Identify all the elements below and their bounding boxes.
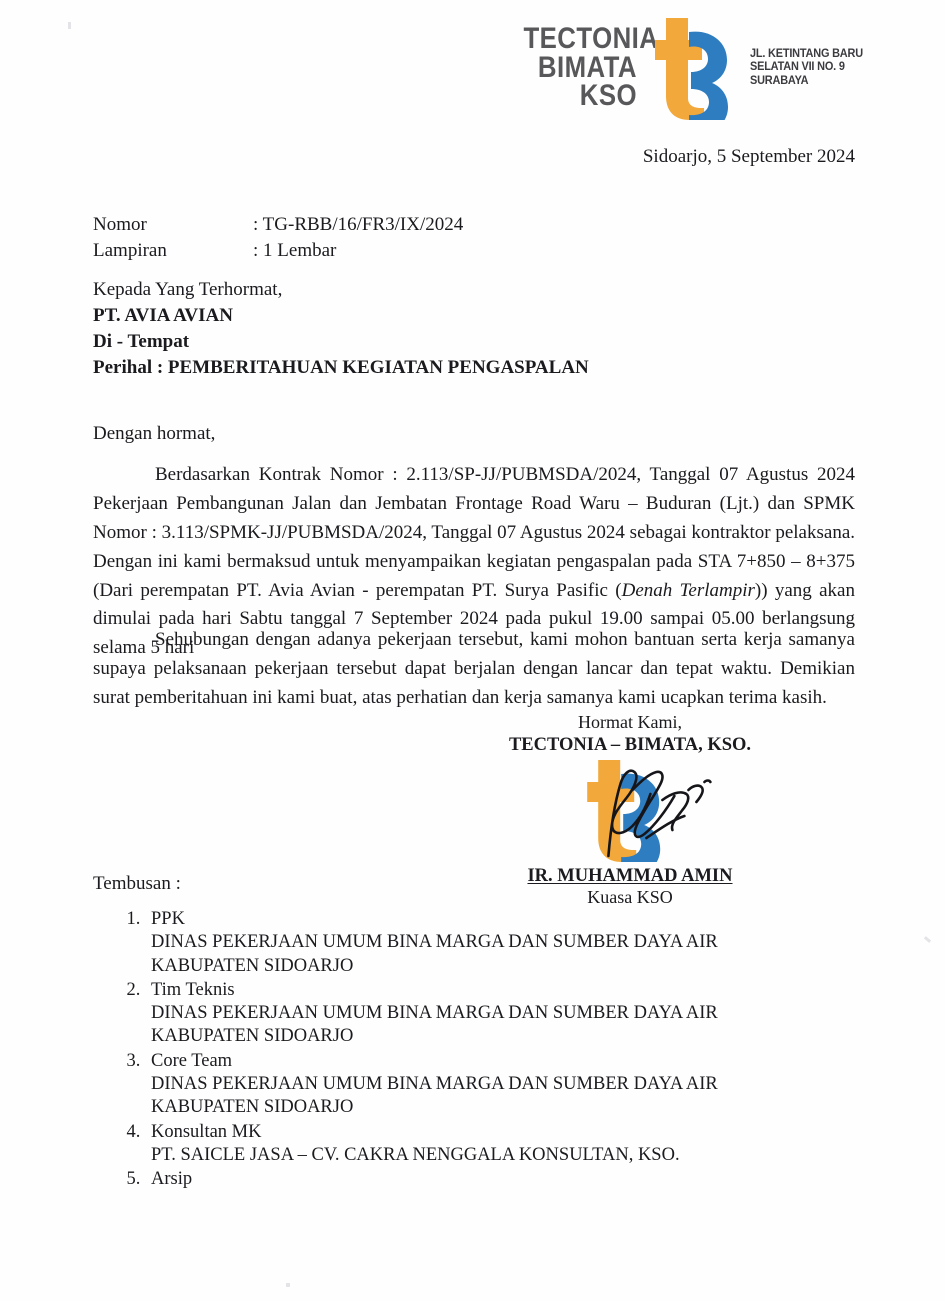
closing-phrase: Hormat Kami,: [578, 712, 682, 732]
recipient-block: [93, 277, 282, 354]
letterhead: [505, 14, 865, 122]
signing-company: TECTONIA – BIMATA, KSO.: [508, 735, 752, 755]
lampiran-label: Lampiran: [93, 239, 167, 261]
tembusan-label: Tembusan :: [93, 873, 181, 894]
wordmark-line-1: TECTONIA: [523, 21, 659, 55]
address-line-3: SURABAYA: [750, 74, 809, 87]
address-line-2: SELATAN VII NO. 9: [750, 61, 845, 74]
recipient-place: Di - Tempat: [93, 330, 190, 352]
tembusan-item-detail: KABUPATEN SIDOARJO: [151, 1026, 354, 1047]
wordmark-line-2: BIMATA: [537, 50, 637, 84]
tembusan-item-title: 5. Arsip: [151, 1169, 193, 1190]
tembusan-item: [145, 1121, 845, 1168]
signature-block: [500, 712, 760, 908]
tembusan-item: [145, 1050, 845, 1120]
date-line: Sidoarjo, 5 September 2024: [642, 146, 855, 167]
company-address: [750, 48, 863, 88]
scan-speck: [68, 22, 71, 29]
tembusan-item-detail: KABUPATEN SIDOARJO: [151, 955, 354, 976]
nomor-value: : TG-RBB/16/FR3/IX/2024: [253, 214, 464, 235]
meta-row-lampiran: [93, 238, 463, 264]
tembusan-item-title: 3. Core Team: [151, 1050, 233, 1071]
company-wordmark: [523, 21, 659, 113]
lampiran-value: : 1 Lembar: [253, 239, 337, 261]
tembusan-item-title: 2. Tim Teknis: [151, 979, 235, 1000]
handwritten-signature-icon: [588, 760, 718, 869]
recipient-company: PT. AVIA AVIAN: [93, 304, 233, 326]
tectonia-bimata-logo-icon: [643, 16, 735, 120]
letter-meta: [93, 212, 463, 263]
nomor-label: Nomor: [93, 214, 147, 235]
tembusan-item-detail: PT. SAICLE JASA – CV. CAKRA NENGGALA KONSULTAN, KSO.: [151, 1144, 680, 1165]
wordmark-line-3: KSO: [579, 79, 637, 113]
signatory-role: Kuasa KSO: [587, 887, 673, 907]
meta-row-nomor: [93, 212, 463, 238]
tembusan-item: [145, 1168, 845, 1191]
greeting: Dengan hormat,: [93, 423, 216, 444]
attachment-reference: Denah Terlampir: [621, 579, 755, 601]
subject-line: Perihal : PEMBERITAHUAN KEGIATAN PENGASPALAN: [93, 357, 589, 378]
signatory-name: IR. MUHAMMAD AMIN: [527, 866, 733, 886]
tembusan-item-title: 1. PPK: [151, 909, 185, 929]
body-paragraph-2: Sehubungan dengan adanya pekerjaan tersebut, kami mohon bantuan serta kerja samanya supaya pelaksanaan pekerjaan tersebut dapat berjalan dengan lancar dan tepat waktu. Demikian surat pemberitahuan ini kami buat, atas perhatian dan kerja samanya kami ucapkan terima kasih.: [93, 629, 855, 708]
tembusan-item-detail: DINAS PEKERJAAN UMUM BINA MARGA DAN SUMBER DAYA AIR: [151, 1003, 718, 1024]
scan-speck: [286, 1283, 290, 1287]
tembusan-item-title: 4. Konsultan MK: [151, 1121, 262, 1142]
tembusan-list: [113, 908, 845, 1193]
tembusan-item: [145, 979, 845, 1049]
signature-area: [500, 758, 760, 866]
tembusan-item-detail: DINAS PEKERJAAN UMUM BINA MARGA DAN SUMBER DAYA AIR: [151, 1074, 718, 1095]
body-paragraph-1: Berdasarkan Kontrak Nomor : 2.113/SP-JJ/PUBMSDA/2024, Tanggal 07 Agustus 2024 Pekerjaan Pembangunan Jalan dan Jembatan Frontage Road Waru – Buduran (Ljt.) dan SPMK Nomor : 3.113/SPMK-JJ/PUBMSDA/2024, Tanggal 07 Agustus 2024 sebagai kontraktor pelaksana. Dengan ini kami bermaksud untuk menyampaikan kegiatan pengaspalan pada STA 7+850 – 8+375 (Dari perempatan PT. Avia Avian - perempatan PT. Surya Pasific (Denah Terlampir)) yang akan dimulai pada hari Sabtu tanggal 7 September 2024 pada pukul 19.00 sampai 05.00 berlangsung selama 5 hari: [93, 464, 855, 659]
scan-speck: [924, 936, 931, 943]
address-line-1: JL. KETINTANG BARU: [750, 48, 863, 60]
recipient-salutation: Kepada Yang Terhormat,: [93, 279, 283, 300]
tembusan-item-detail: DINAS PEKERJAAN UMUM BINA MARGA DAN SUMBER DAYA AIR: [151, 932, 718, 953]
header-rule: [68, 124, 838, 131]
tembusan-item: [145, 908, 845, 978]
tembusan-item-detail: KABUPATEN SIDOARJO: [151, 1097, 354, 1118]
